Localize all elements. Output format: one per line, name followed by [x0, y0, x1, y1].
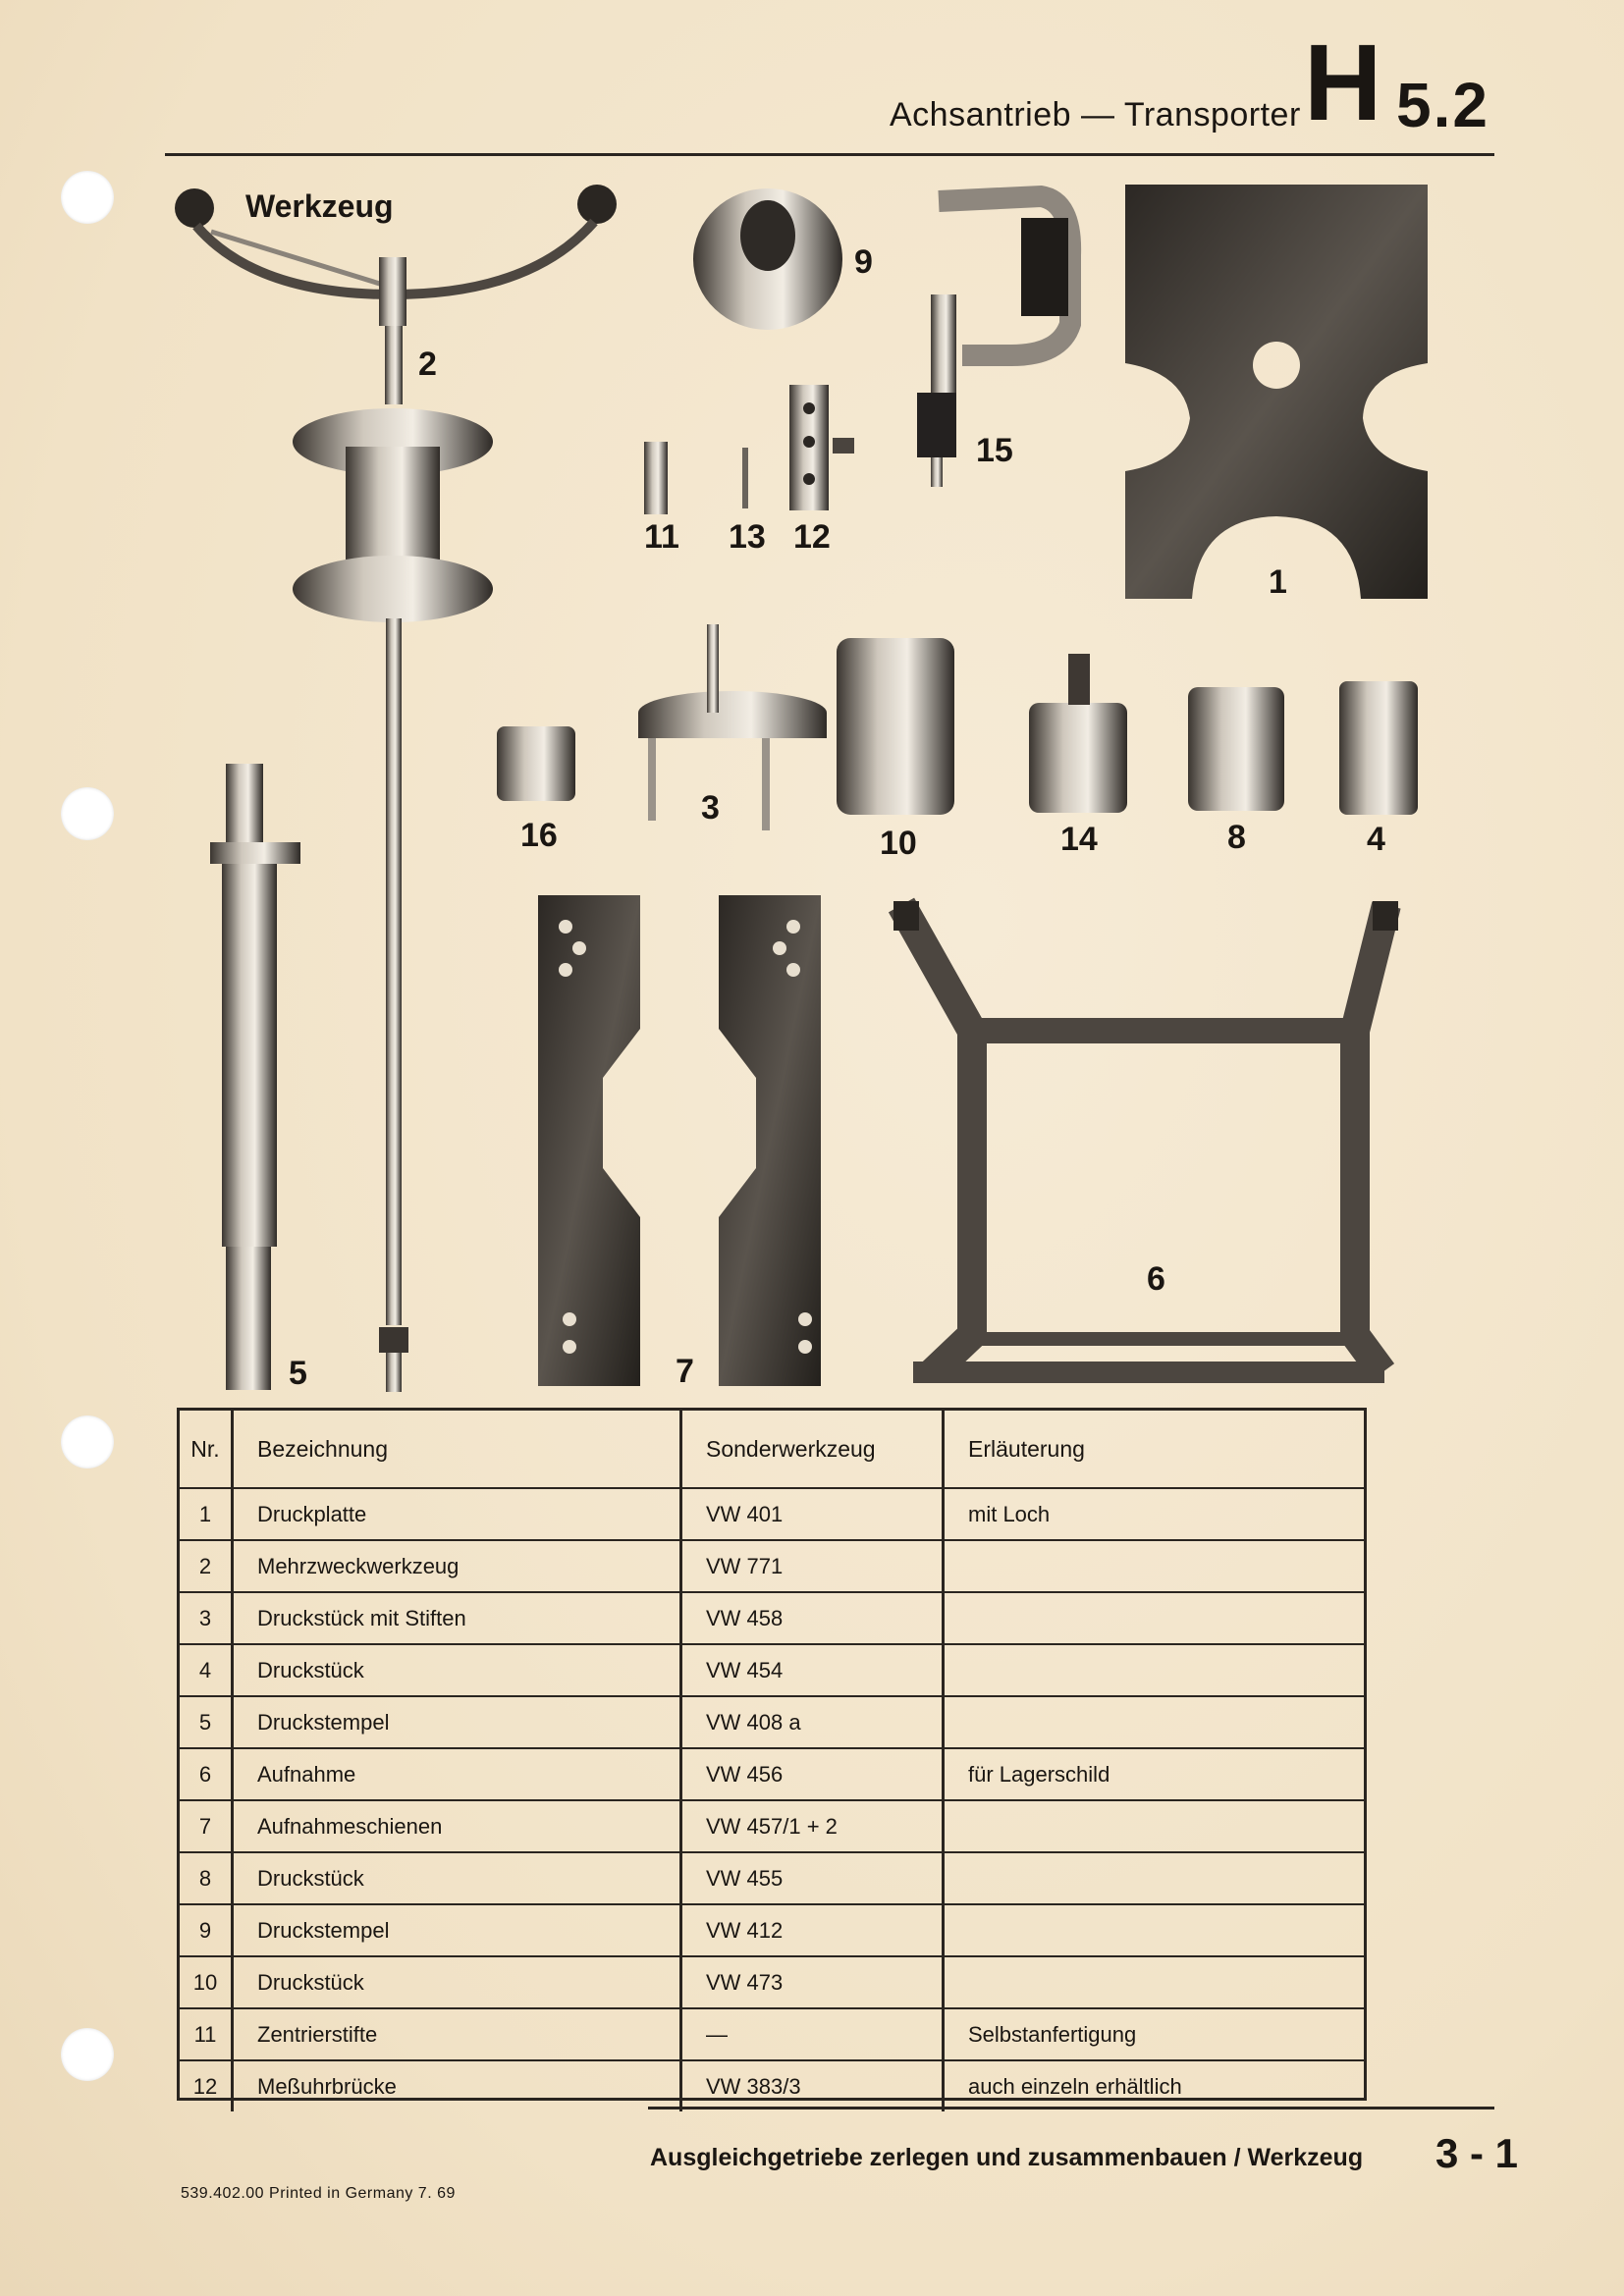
cell-erlaeuterung: Selbstanfertigung [944, 2008, 1365, 2060]
table-row [180, 1644, 1364, 1696]
document-title: Achsantrieb — Transporter [890, 96, 1301, 133]
print-info: 539.402.00 Printed in Germany 7. 69 [181, 2185, 456, 2202]
callout-7: 7 [676, 1353, 694, 1390]
cell-sonderwerkzeug: VW 454 [681, 1644, 944, 1696]
tool-mounting-stand [893, 901, 1398, 1372]
cell-bezeichnung: Druckstück mit Stiften [233, 1592, 681, 1644]
cell-erlaeuterung [944, 1696, 1365, 1748]
callout-2: 2 [418, 346, 437, 383]
cell-erlaeuterung: auch einzeln erhältlich [968, 2073, 1182, 2099]
tool-mounting-rails [538, 895, 821, 1386]
table-row [180, 2008, 1364, 2060]
tool-centering-pins [644, 385, 854, 514]
cell-erlaeuterung: für Lagerschild [944, 1748, 1365, 1800]
table-row [180, 1748, 1364, 1800]
table-header-row [180, 1411, 1364, 1488]
cell-sonderwerkzeug: VW 412 [681, 1904, 944, 1956]
header-nr: Nr. [180, 1411, 233, 1488]
cell-bezeichnung: Druckstempel [233, 1696, 681, 1748]
cell-bezeichnung: Aufnahmeschienen [233, 1800, 681, 1852]
table-row [180, 1488, 1364, 1540]
table-row [180, 2060, 1364, 2111]
section-number: 5.2 [1396, 70, 1489, 140]
tools-photo [0, 157, 1624, 1404]
header-erlaeuterung: Erläuterung [944, 1411, 1365, 1488]
cell-nr: 10 [180, 1956, 233, 2008]
cell-erlaeuterung: mit Loch [944, 1488, 1365, 1540]
tool-pressure-plate [1125, 185, 1428, 599]
callout-10: 10 [880, 825, 917, 862]
cell-nr: 9 [180, 1904, 233, 1956]
cell-bezeichnung: Mehrzweckwerkzeug [233, 1540, 681, 1592]
table-row [180, 1852, 1364, 1904]
table-row [180, 1592, 1364, 1644]
cell-erlaeuterung [944, 1800, 1365, 1852]
header-bezeichnung: Bezeichnung [233, 1411, 681, 1488]
footer-rule [648, 2107, 1494, 2109]
page-number: 3 - 1 [1435, 2130, 1519, 2176]
callout-11: 11 [644, 518, 679, 556]
callout-3: 3 [701, 789, 720, 827]
header-rule [165, 153, 1494, 156]
cell-nr: 11 [180, 2008, 233, 2060]
cell-nr: 8 [180, 1852, 233, 1904]
callout-16: 16 [520, 817, 558, 854]
cell-bezeichnung: Druckstück [233, 1956, 681, 2008]
cell-bezeichnung: Druckstück [233, 1852, 681, 1904]
callout-6: 6 [1147, 1260, 1165, 1298]
callout-8: 8 [1227, 819, 1246, 856]
cell-bezeichnung: Aufnahme [233, 1748, 681, 1800]
cell-nr: 7 [180, 1800, 233, 1852]
callout-9: 9 [854, 243, 873, 281]
cell-sonderwerkzeug: VW 473 [681, 1956, 944, 2008]
cell-sonderwerkzeug: VW 408 a [681, 1696, 944, 1748]
cell-sonderwerkzeug: VW 458 [681, 1592, 944, 1644]
table-row [180, 1800, 1364, 1852]
section-letter: H [1304, 23, 1382, 143]
cell-sonderwerkzeug: VW 456 [681, 1748, 944, 1800]
cell-nr: 6 [180, 1748, 233, 1800]
cell-erlaeuterung [944, 1540, 1365, 1592]
cell-bezeichnung: Druckstempel [233, 1904, 681, 1956]
cell-nr: 12 [180, 2060, 233, 2111]
cell-sonderwerkzeug: VW 383/3 [681, 2060, 944, 2111]
cell-nr: 3 [180, 1592, 233, 1644]
callout-4: 4 [1367, 821, 1385, 858]
cell-bezeichnung: Meßuhrbrücke [233, 2060, 681, 2111]
table-row [180, 1540, 1364, 1592]
cell-bezeichnung: Druckplatte [233, 1488, 681, 1540]
table-row [180, 1904, 1364, 1956]
callout-1: 1 [1269, 563, 1287, 601]
cell-sonderwerkzeug: VW 455 [681, 1852, 944, 1904]
cell-sonderwerkzeug: VW 457/1 + 2 [681, 1800, 944, 1852]
cell-erlaeuterung [944, 1592, 1365, 1644]
tool-table [177, 1408, 1367, 2101]
cell-bezeichnung: Druckstück [233, 1644, 681, 1696]
header-sonderwerkzeug: Sonderwerkzeug [681, 1411, 944, 1488]
callout-15: 15 [976, 432, 1013, 469]
tool-pressure-pieces [497, 624, 1418, 830]
punch-hole [61, 1415, 114, 1468]
cell-bezeichnung: Zentrierstifte [233, 2008, 681, 2060]
cell-erlaeuterung [944, 1956, 1365, 2008]
cell-sonderwerkzeug: — [681, 2008, 944, 2060]
table-row [180, 1696, 1364, 1748]
cell-nr: 5 [180, 1696, 233, 1748]
punch-hole [61, 2028, 114, 2081]
cell-sonderwerkzeug: VW 771 [681, 1540, 944, 1592]
cell-erlaeuterung [944, 1852, 1365, 1904]
cell-erlaeuterung [944, 1904, 1365, 1956]
callout-5: 5 [289, 1355, 307, 1392]
cell-sonderwerkzeug: VW 401 [681, 1488, 944, 1540]
cell-nr: 4 [180, 1644, 233, 1696]
tool-pressing-die-disc [693, 188, 842, 330]
table-row [180, 1956, 1364, 2008]
cell-nr: 2 [180, 1540, 233, 1592]
cell-erlaeuterung [944, 1644, 1365, 1696]
callout-12: 12 [793, 518, 831, 556]
photo-heading: Werkzeug [245, 188, 394, 224]
callout-13: 13 [729, 518, 766, 556]
tool-pressing-die-long [210, 764, 300, 1390]
cell-nr: 1 [180, 1488, 233, 1540]
callout-14: 14 [1060, 821, 1098, 858]
footer-title: Ausgleichgetriebe zerlegen und zusammenbauen / Werkzeug [650, 2144, 1364, 2171]
